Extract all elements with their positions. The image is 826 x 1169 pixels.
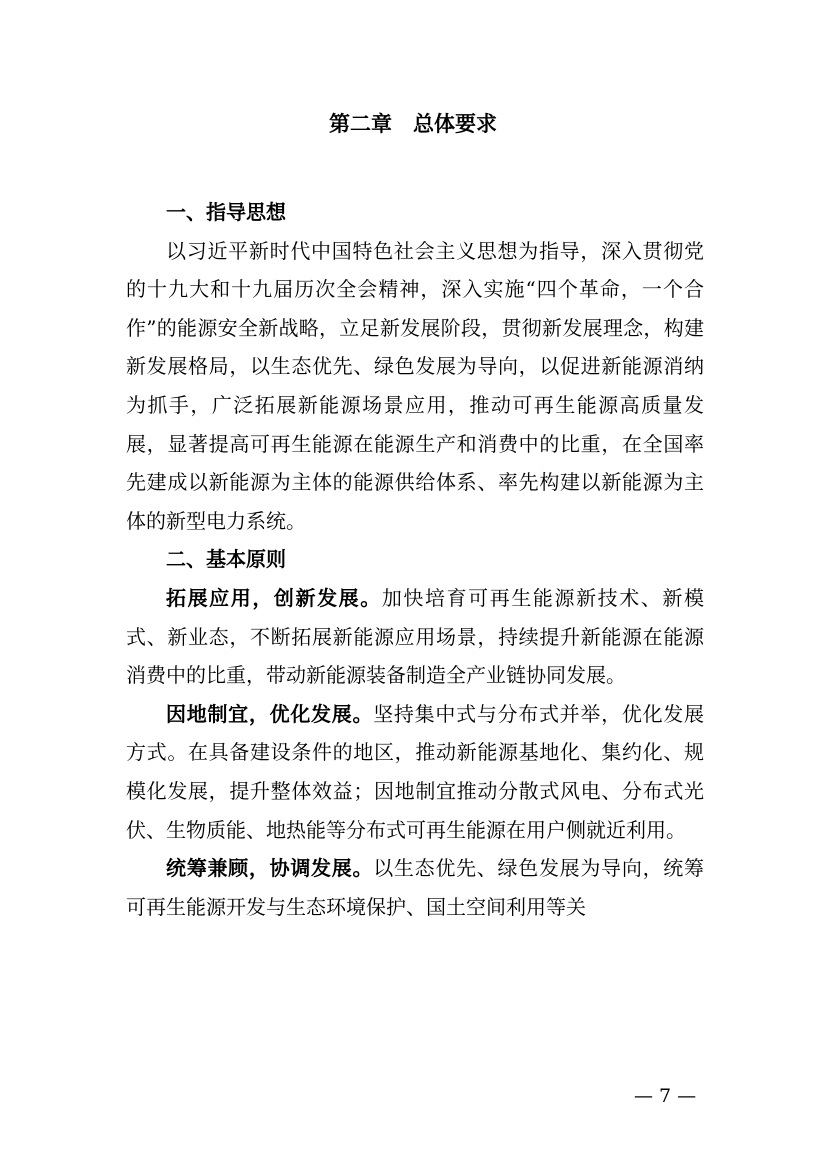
chapter-title: 第二章 总体要求	[329, 112, 497, 136]
principle-text: 以生态优先、绿色发展为导向，统筹可再生能源开发与生态环境保护、国土空间利用等关	[126, 856, 705, 919]
principle-lead: 因地制宜，优化发展。	[166, 701, 374, 726]
principle-lead: 统筹兼顾，协调发展。	[166, 856, 374, 881]
section-heading-guiding-ideology: 一、指导思想	[166, 200, 286, 224]
paragraph-principle-1	[126, 579, 704, 695]
principle-text: 坚持集中式与分布式并举，优化发展方式。在具备建设条件的地区，推动新能源基地化、集约化、规模化发展，提升整体效益；因地制宜推动分散式风电、分布式光伏、生物质能、地热能等分布式可再生能源在用户侧就近利用。	[126, 701, 705, 842]
body-text	[126, 193, 704, 926]
section-heading-basic-principles: 二、基本原则	[166, 547, 286, 572]
paragraph-principle-2	[126, 695, 704, 849]
page-number: — 7 —	[634, 1085, 697, 1107]
paragraph-principle-3	[126, 849, 704, 926]
principle-lead: 拓展应用，创新发展。	[166, 585, 382, 610]
paragraph-guiding-ideology: 以习近平新时代中国特色社会主义思想为指导，深入贯彻党的十九大和十九届历次全会精神，深入实施“四个革命，一个合作”的能源安全新战略，立足新发展阶段，贯彻新发展理念，构建新发展格局，以生态优先、绿色发展为导向，以促进新能源消纳为抓手，广泛拓展新能源场景应用，推动可再生能源高质量发展，显著提高可再生能源在能源生产和消费中的比重，在全国率先建成以新能源为主体的能源供给体系、率先构建以新能源为主体的新型电力系统。	[126, 238, 704, 533]
principle-text: 加快培育可再生能源新技术、新模式、新业态，不断拓展新能源应用场景，持续提升新能源在能源消费中的比重，带动新能源装备制造全产业链协同发展。	[126, 585, 705, 688]
